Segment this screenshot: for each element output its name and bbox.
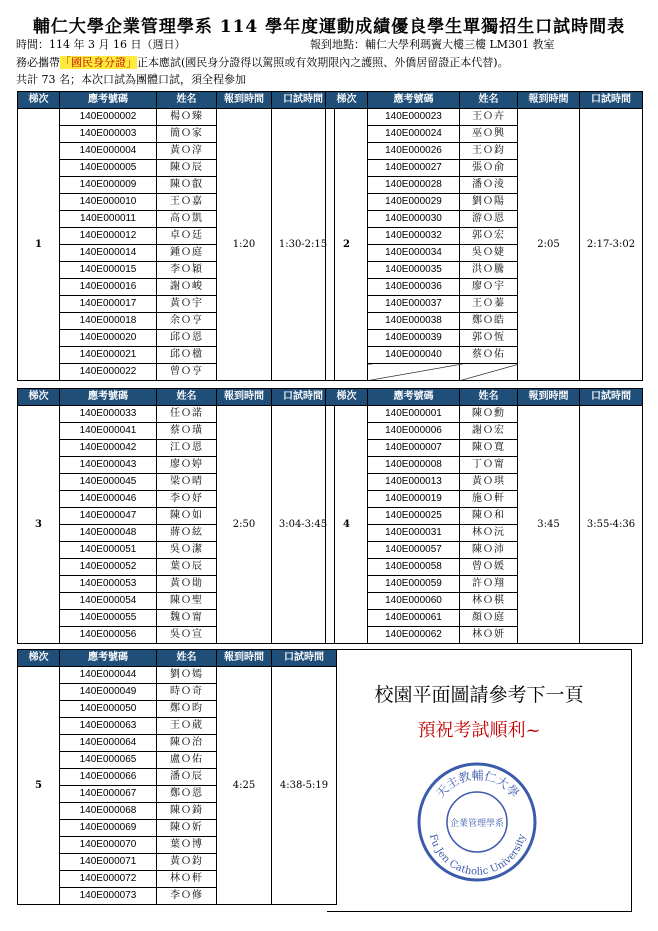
student-name: 廖Ｏ宇 [460,279,518,296]
batch-number: 5 [18,667,60,905]
col-header-interview-time: 口試時間 [580,389,643,406]
exam-number: 140E000010 [60,194,157,211]
department-seal-icon [415,760,540,885]
exam-number: 140E000016 [60,279,157,296]
student-name: 王Ｏ葳 [157,718,217,735]
student-name: 鍾Ｏ庭 [157,245,217,262]
student-name: 林Ｏ妍 [460,627,518,644]
exam-number: 140E000040 [368,347,460,364]
col-header-interview-time: 口試時間 [272,650,337,667]
exam-number: 140E000069 [60,820,157,837]
student-name: 謝Ｏ宏 [460,423,518,440]
student-name: 蔡Ｏ璜 [157,423,217,440]
col-header-interview-time: 口試時間 [272,92,335,109]
col-header-exam-number: 應考號碼 [60,650,157,667]
student-name: 江Ｏ恩 [157,440,217,457]
table-header-row [326,92,643,109]
student-name: 廖Ｏ婷 [157,457,217,474]
exam-number: 140E000021 [60,347,157,364]
student-name: 吳Ｏ潔 [157,542,217,559]
exam-number: 140E000059 [368,576,460,593]
student-name: 楊Ｏ臻 [157,109,217,126]
student-name: 鄭Ｏ昀 [157,701,217,718]
table-header-row [18,650,337,667]
exam-number: 140E000071 [60,854,157,871]
col-header-checkin-time: 報到時間 [518,92,580,109]
id-notice [16,56,509,70]
exam-number: 140E000073 [60,888,157,905]
col-header-interview-time: 口試時間 [580,92,643,109]
col-header-exam-number: 應考號碼 [368,92,460,109]
checkin-time: 4:25 [217,667,272,905]
exam-number: 140E000015 [60,262,157,279]
col-header-checkin-time: 報到時間 [217,389,272,406]
col-header-name: 姓名 [157,650,217,667]
col-header-name: 姓名 [157,389,217,406]
exam-number: 140E000029 [368,194,460,211]
student-name: 郭Ｏ恆 [460,330,518,347]
student-name: 蔣Ｏ絃 [157,525,217,542]
exam-number: 140E000050 [60,701,157,718]
student-name: 曾Ｏ亨 [157,364,217,381]
student-name: 陳Ｏ治 [157,735,217,752]
table-header-row [18,389,335,406]
exam-number: 140E000063 [60,718,157,735]
col-header-name: 姓名 [460,92,518,109]
student-name: 葉Ｏ博 [157,837,217,854]
exam-number: 140E000065 [60,752,157,769]
exam-number: 140E000004 [60,143,157,160]
exam-number: 140E000067 [60,786,157,803]
batch-number: 4 [326,406,368,644]
student-name: 洪Ｏ騰 [460,262,518,279]
student-name: 陳Ｏ妡 [157,820,217,837]
exam-number: 140E000046 [60,491,157,508]
exam-number: 140E000037 [368,296,460,313]
student-name: 簡Ｏ家 [157,126,217,143]
id-notice-prefix: 務必攜帶 [16,56,60,69]
student-name: 游Ｏ恩 [460,211,518,228]
student-name: 余Ｏ亨 [157,313,217,330]
col-header-batch: 梯次 [326,389,368,406]
checkin-time: 1:20 [217,109,272,381]
col-header-checkin-time: 報到時間 [518,389,580,406]
table-header-row [18,92,335,109]
info-line [16,38,555,52]
exam-number: 140E000060 [368,593,460,610]
interview-time: 2:17-3:02 [580,109,643,381]
exam-number: 140E000006 [368,423,460,440]
col-header-exam-number: 應考號碼 [60,389,157,406]
exam-number: 140E000002 [60,109,157,126]
exam-number: 140E000001 [368,406,460,423]
exam-number: 140E000019 [368,491,460,508]
exam-number: 140E000056 [60,627,157,644]
table-row [326,406,643,423]
col-header-batch: 梯次 [18,650,60,667]
student-name: 葉Ｏ辰 [157,559,217,576]
exam-number: 140E000025 [368,508,460,525]
student-name: 劉Ｏ嫣 [157,667,217,684]
student-name: 盧Ｏ佑 [157,752,217,769]
exam-number: 140E000018 [60,313,157,330]
col-header-checkin-time: 報到時間 [217,650,272,667]
student-name: 巫Ｏ興 [460,126,518,143]
student-name: 丁Ｏ甯 [460,457,518,474]
exam-number: 140E000022 [60,364,157,381]
student-name: 任Ｏ諾 [157,406,217,423]
student-name: 王Ｏ卉 [460,109,518,126]
exam-number: 140E000033 [60,406,157,423]
student-name: 吳Ｏ婕 [460,245,518,262]
student-name: 顏Ｏ庭 [460,610,518,627]
exam-number: 140E000007 [368,440,460,457]
student-name: 鄭Ｏ恩 [157,786,217,803]
student-name: 邱Ｏ恩 [157,330,217,347]
student-name: 潘Ｏ淩 [460,177,518,194]
student-name: 謝Ｏ峻 [157,279,217,296]
col-header-exam-number: 應考號碼 [60,92,157,109]
exam-number: 140E000014 [60,245,157,262]
student-name: 鄭Ｏ皓 [460,313,518,330]
student-name: 邱Ｏ楹 [157,347,217,364]
student-name: 潘Ｏ辰 [157,769,217,786]
student-name: 王Ｏ鈞 [460,143,518,160]
interview-time: 3:04-3:45 [272,406,335,644]
student-name: 時Ｏ奇 [157,684,217,701]
student-name: 施Ｏ軒 [460,491,518,508]
exam-number: 140E000045 [60,474,157,491]
group-4-table [325,388,643,644]
student-name: 劉Ｏ陽 [460,194,518,211]
exam-number: 140E000028 [368,177,460,194]
table-row [18,667,337,684]
total-count: 共計 73 名；本次口試為團體口試，須全程參加 [16,73,246,86]
exam-number: 140E000070 [60,837,157,854]
student-name: 陳Ｏ勳 [460,406,518,423]
exam-date: 時間：114 年 3 月 16 日（週日） [16,38,186,51]
student-name: 陳Ｏ辰 [157,160,217,177]
id-card-highlight: 「國民身分證」 [60,56,137,69]
exam-number: 140E000027 [368,160,460,177]
student-name: 黃Ｏ勛 [157,576,217,593]
exam-number: 140E000012 [60,228,157,245]
student-name: 陳Ｏ沛 [460,542,518,559]
exam-number: 140E000042 [60,440,157,457]
checkin-time: 3:45 [518,406,580,644]
col-header-checkin-time: 報到時間 [217,92,272,109]
checkin-time: 2:05 [518,109,580,381]
student-name: 李Ｏ穎 [157,262,217,279]
exam-number: 140E000052 [60,559,157,576]
exam-number: 140E000024 [368,126,460,143]
exam-number: 140E000009 [60,177,157,194]
student-name: 陳Ｏ錡 [157,803,217,820]
exam-number: 140E000053 [60,576,157,593]
student-name: 黃Ｏ琪 [460,474,518,491]
col-header-batch: 梯次 [18,92,60,109]
exam-number: 140E000008 [368,457,460,474]
exam-number: 140E000038 [368,313,460,330]
col-header-exam-number: 應考號碼 [368,389,460,406]
interview-time: 3:55-4:36 [580,406,643,644]
student-name: 曾Ｏ媛 [460,559,518,576]
exam-number: 140E000017 [60,296,157,313]
exam-number: 140E000023 [368,109,460,126]
student-name: 吳Ｏ宣 [157,627,217,644]
exam-number: 140E000066 [60,769,157,786]
exam-number: 140E000054 [60,593,157,610]
exam-number: 140E000039 [368,330,460,347]
table-row [326,109,643,126]
exam-number: 140E000032 [368,228,460,245]
student-name: 王Ｏ嘉 [157,194,217,211]
exam-number: 140E000003 [60,126,157,143]
student-name: 蔡Ｏ佑 [460,347,518,364]
exam-number: 140E000036 [368,279,460,296]
batch-number: 1 [18,109,60,381]
interview-time: 4:38-5:19 [272,667,337,905]
student-name: 陳Ｏ寬 [460,440,518,457]
seal-text-bottom: Fu Jen Catholic University [426,832,529,878]
page-title: 輔仁大學企業管理學系 114 學年度運動成績優良學生單獨招生口試時間表 [32,17,626,37]
exam-number: 140E000035 [368,262,460,279]
exam-number: 140E000068 [60,803,157,820]
student-name: 陳Ｏ叡 [157,177,217,194]
col-header-batch: 梯次 [326,92,368,109]
student-name: 郭Ｏ宏 [460,228,518,245]
table-row [18,109,335,126]
batch-number: 2 [326,109,368,381]
exam-number: 140E000057 [368,542,460,559]
exam-number: 140E000031 [368,525,460,542]
student-name: 梁Ｏ晴 [157,474,217,491]
exam-number: 140E000072 [60,871,157,888]
campus-map-note: 校園平面圖請參考下一頁 [374,684,584,706]
exam-number: 140E000011 [60,211,157,228]
exam-number: 140E000013 [368,474,460,491]
checkin-location: 報到地點：輔仁大學利瑪竇大樓三樓 LM301 教室 [310,38,555,51]
exam-number: 140E000034 [368,245,460,262]
table-header-row [326,389,643,406]
student-name: 張Ｏ俞 [460,160,518,177]
exam-number: 140E000041 [60,423,157,440]
student-name: 陳Ｏ如 [157,508,217,525]
student-name: 李Ｏ妤 [157,491,217,508]
exam-number: 140E000055 [60,610,157,627]
exam-number: 140E000044 [60,667,157,684]
col-header-batch: 梯次 [18,389,60,406]
group-3-table [17,388,335,644]
exam-number: 140E000049 [60,684,157,701]
exam-number: 140E000062 [368,627,460,644]
exam-number: 140E000005 [60,160,157,177]
empty-cell [368,364,460,381]
seal-text-center: 企業管理學系 [449,819,505,829]
student-name: 魏Ｏ甯 [157,610,217,627]
student-name: 陳Ｏ聖 [157,593,217,610]
col-header-interview-time: 口試時間 [272,389,335,406]
student-name: 林Ｏ沅 [460,525,518,542]
checkin-time: 2:50 [217,406,272,644]
exam-number: 140E000048 [60,525,157,542]
batch-number: 3 [18,406,60,644]
table-row [18,406,335,423]
student-name: 李Ｏ修 [157,888,217,905]
student-name: 卓Ｏ廷 [157,228,217,245]
col-header-name: 姓名 [460,389,518,406]
seal-text-top: 天主教輔仁大學 [433,768,522,801]
group-1-table [17,91,335,381]
exam-number: 140E000058 [368,559,460,576]
id-notice-suffix: 正本應試(國民身分證得以駕照或有效期限內之護照、外僑居留證正本代替)。 [137,56,509,69]
exam-number: 140E000043 [60,457,157,474]
student-name: 高Ｏ凱 [157,211,217,228]
exam-number: 140E000051 [60,542,157,559]
student-name: 陳Ｏ和 [460,508,518,525]
good-luck-note: 預祝考試順利~ [417,720,541,741]
student-name: 黃Ｏ鈞 [157,854,217,871]
exam-number: 140E000061 [368,610,460,627]
student-name: 林Ｏ棋 [460,593,518,610]
empty-cell [460,364,518,381]
exam-number: 140E000026 [368,143,460,160]
exam-number: 140E000047 [60,508,157,525]
exam-number: 140E000020 [60,330,157,347]
interview-time: 1:30-2:15 [272,109,335,381]
col-header-name: 姓名 [157,92,217,109]
student-name: 許Ｏ翔 [460,576,518,593]
group-5-table [17,649,337,905]
group-2-table [325,91,643,381]
student-name: 林Ｏ軒 [157,871,217,888]
exam-number: 140E000064 [60,735,157,752]
notes-box [327,649,632,912]
student-name: 黃Ｏ宇 [157,296,217,313]
exam-number: 140E000030 [368,211,460,228]
student-name: 王Ｏ蓁 [460,296,518,313]
student-name: 黃Ｏ淳 [157,143,217,160]
